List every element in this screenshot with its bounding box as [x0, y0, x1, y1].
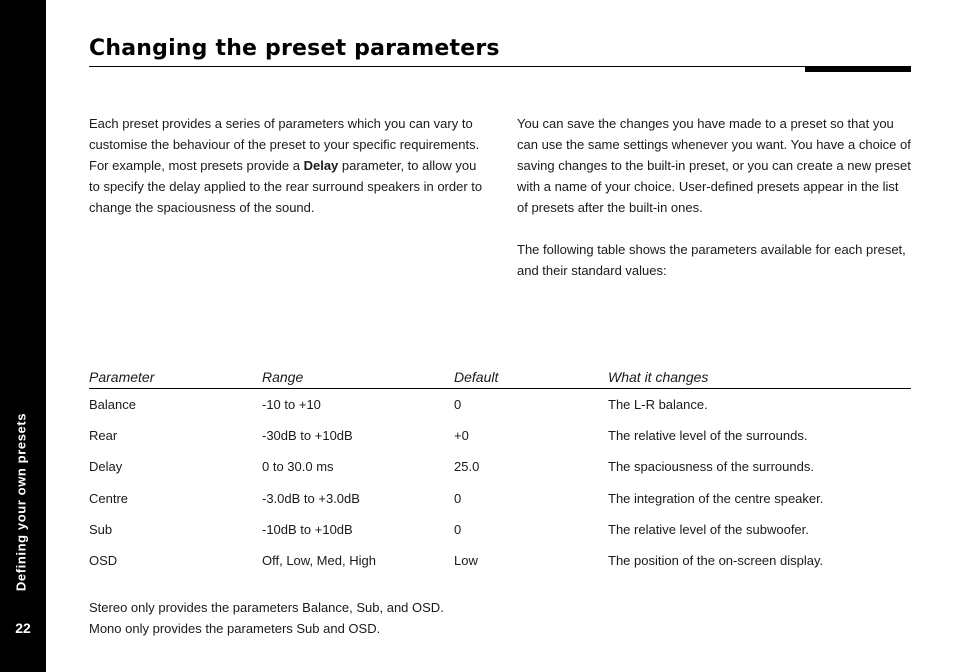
intro-left-paragraph: [89, 113, 489, 218]
cell-parameter: Delay: [89, 459, 123, 475]
table-row: [89, 483, 911, 514]
table-header: [89, 366, 911, 389]
title-rule: [89, 66, 911, 67]
page-number: 22: [15, 620, 31, 636]
note-mono: Mono only provides the parameters Sub and OSD.: [89, 621, 381, 636]
cell-default: +0: [454, 428, 469, 444]
header-what-it-changes: What it changes: [608, 369, 709, 385]
cell-what-it-changes: The spaciousness of the surrounds.: [608, 459, 814, 475]
table-notes: [89, 597, 444, 639]
cell-what-it-changes: The integration of the centre speaker.: [608, 490, 824, 506]
cell-default: 0: [454, 521, 462, 537]
title-rule-bar: [805, 66, 911, 72]
cell-range: -3.0dB to +3.0dB: [262, 490, 360, 506]
cell-range: -30dB to +10dB: [262, 428, 353, 444]
intro-left-text-2: parameter, to allow you to specify the delay applied to the rear surround speakers in order to change the spaciousness of the sound.: [89, 158, 483, 215]
cell-parameter: OSD: [89, 553, 118, 569]
cell-default: 0: [454, 490, 462, 506]
parameter-table: [89, 366, 911, 576]
note-stereo: Stereo only provides the parameters Balance, Sub, and OSD.: [89, 600, 444, 615]
cell-range: -10dB to +10dB: [262, 521, 353, 537]
intro-left-column: [89, 113, 489, 218]
intro-right-column: [517, 113, 912, 281]
cell-default: Low: [454, 553, 478, 569]
header-range: Range: [262, 369, 304, 385]
cell-parameter: Rear: [89, 428, 118, 444]
cell-range: 0 to 30.0 ms: [262, 459, 334, 475]
header-parameter: Parameter: [89, 369, 155, 385]
section-label: Defining your own presets: [13, 412, 29, 592]
intro-right-paragraph-1: You can save the changes you have made to a preset so that you can use the same settings whenever you want. You have a choice of saving changes to the built-in preset, or you can create a new preset with a name of your choice. User-defined presets appear in the list of presets after the built-in ones.: [517, 116, 911, 215]
cell-what-it-changes: The relative level of the subwoofer.: [608, 521, 809, 537]
cell-parameter: Balance: [89, 397, 136, 413]
table-row: [89, 451, 911, 482]
cell-parameter: Sub: [89, 521, 113, 537]
cell-what-it-changes: The position of the on-screen display.: [608, 553, 824, 569]
cell-what-it-changes: The L-R balance.: [608, 397, 708, 413]
table-row: [89, 420, 911, 451]
cell-range: -10 to +10: [262, 397, 321, 413]
cell-what-it-changes: The relative level of the surrounds.: [608, 428, 808, 444]
cell-default: 0: [454, 397, 462, 413]
delay-term: Delay: [303, 158, 339, 173]
cell-range: Off, Low, Med, High: [262, 553, 376, 569]
intro-right-paragraph-2: The following table shows the parameters available for each preset, and their standard values:: [517, 242, 906, 278]
table-row: [89, 514, 911, 545]
page-title: Changing the preset parameters: [89, 36, 500, 61]
cell-default: 25.0: [454, 459, 480, 475]
table-row: [89, 389, 911, 420]
header-default: Default: [454, 369, 499, 385]
cell-parameter: Centre: [89, 490, 129, 506]
table-row: [89, 545, 911, 576]
intro-left-text-1: Each preset provides a series of parameters which you can vary to customise the behaviour of the preset to your specific requirements. For example, most presets provide a: [89, 116, 480, 173]
sidebar: [0, 0, 46, 672]
